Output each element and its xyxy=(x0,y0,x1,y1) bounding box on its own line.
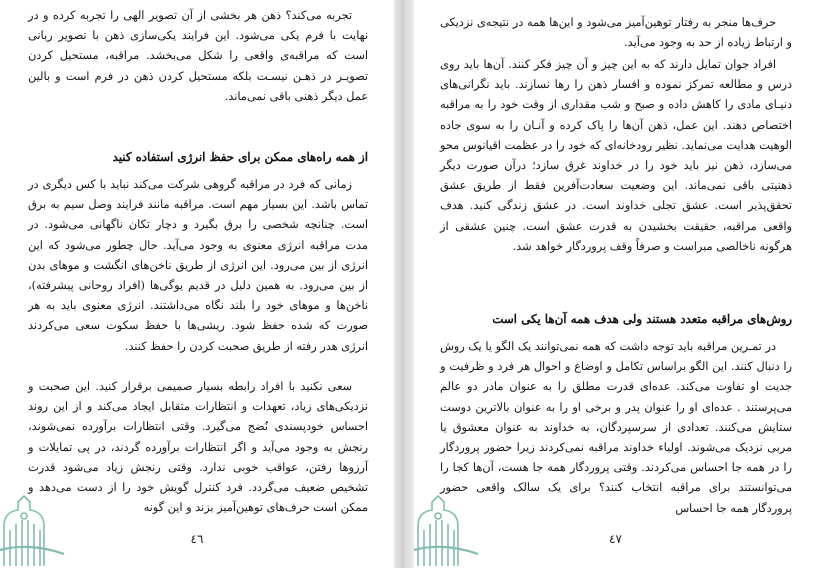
section-heading: از همه راه‌های ممکن برای حفظ انرژی استفاده کنید xyxy=(112,150,368,164)
text-line: به عنوان بالاترین دوست ستایش می‌کنند. تعدادی از سرسپردگان، به xyxy=(440,400,792,434)
text-line: می‌شود قدرت تشخیص ضعیف می‌گردد. فرد کنترل گویش خود را از xyxy=(28,460,368,495)
text-line: رودخانه‌ای که خود را در عظمت اقیانوس محو می‌سازد، ذهن نیز باید xyxy=(440,138,792,173)
text-line: انگشت و موهای بدن از بین می‌رود. به همین دلیل در قدیم یوگی‌ها xyxy=(28,258,369,293)
text-line: می‌شود که این انرژی از بین می‌رود. این انرژی از طریق ناخن‌های xyxy=(28,238,369,272)
paragraph xyxy=(28,6,368,107)
text-line: نزدیکی‌های زیاد، تعهدات و انتظارات متقابل ایجاد می‌کند و از این xyxy=(53,400,368,414)
book-spine-gutter xyxy=(394,0,414,568)
text-line: انرژی معنوی باید به هر صورت که شده حفظ شود. ریشی‌ها با حفظ xyxy=(28,299,369,333)
text-line: وقت خود را به مراقبه اختصاص دهند. این عمل، ذهن آن‌ها را پاک xyxy=(440,98,792,132)
text-line: برق است. چنانچه شخصی را برق بگیرد و دچار تکان ناگهانی xyxy=(28,198,369,232)
book-page-left xyxy=(0,0,394,568)
text-line: نهایت با فرم یکی می‌شود. این فرایند یکی‌سازی ذهن با تصویر ربانی xyxy=(28,29,368,43)
right-text-block-2 xyxy=(440,55,792,257)
paragraph xyxy=(28,175,368,357)
text-line: باید روی درس و مطالعه تمرکز نموده و افسار ذهن را رها نسازند. xyxy=(440,58,793,92)
text-line: کرده و آنـان را به سوی جاده الوهیت هدایت می‌نماید. نظیر xyxy=(440,118,792,152)
text-line: در تمـرین مراقبه باید توجه داشت که همه نمی‌توانند یک الگو یا xyxy=(485,340,776,353)
text-line: نمی‌کردند زیرا حضور پروردگار را در همه جا احساس می‌کردند. وقتی xyxy=(440,441,792,475)
library-stamp-icon xyxy=(0,490,70,568)
text-line: پروردگار همه جا هست، آن‌ها کجا را می‌توانستند برای مراقبه انتخاب xyxy=(440,461,792,495)
paragraph xyxy=(440,13,792,53)
text-line: عمل دیگر ذهنی باقی نمی‌ماند. xyxy=(224,89,368,103)
text-line: می‌شود. در مدت مراقبه انرژی معنوی به وجود می‌آید. حال چطور xyxy=(28,218,368,252)
page-number: ٤٦ xyxy=(190,532,204,546)
text-line: در تماس باشد. این بسیار مهم است. مراقبه مانند فرایند وصل سیم به xyxy=(28,178,369,212)
right-text-block-3 xyxy=(440,337,792,519)
right-text-block-1 xyxy=(440,13,792,53)
paragraph xyxy=(440,337,792,519)
text-line: یک روش را دنبال کنند. این الگو براساس تکامل و اوضاع و احوال هر xyxy=(440,340,792,374)
paragraph xyxy=(440,55,792,257)
left-text-block-3 xyxy=(28,377,368,518)
text-line: نزدیکی و ارتباط زیاده از حد به وجود می‌آید. xyxy=(440,16,792,50)
section-heading: روش‌های مراقبه متعدد هستند ولی هدف همه آن‌ها یکی است xyxy=(492,312,792,326)
text-line: است که مراقبه‌ی واقعی را شکل می‌بخشد. مراقبه، مستحیل کردن xyxy=(28,49,368,63)
text-line: تجربه می‌کند؟ ذهن هر بخشی از آن تصویر الهی را تجربه کرده و در xyxy=(28,9,352,22)
text-line: زمانی که فرد در مراقبه گروهی شرکت می‌کند نباید با کس دیگری xyxy=(42,178,352,191)
left-text-block-2 xyxy=(28,175,368,357)
text-line: سعی نکنید با افراد رابطه بسیار صمیمی برقرار کنید. این صحبت و xyxy=(28,380,352,393)
text-line: حرف‌ها منجر به رفتار توهین‌آمیز می‌شود و این‌ها همه در نتیجه‌ی xyxy=(476,16,776,29)
text-line: روند احساس خودپسندی نُضج می‌گیرد. وقتی انتظارات برآورده xyxy=(28,400,369,434)
text-line: سکوت سعی می‌کردند انرژی هدر رفته از طریق صحبت کردن را حفظ xyxy=(28,319,368,353)
text-line: خود را در خداوند غرق سازد؛ درآن صورت دیگر ذهنیتی باقی نمی‌ماند. xyxy=(440,159,792,193)
text-line: فرد و ظرفیت و جدیت او تفاوت می‌کند. عده‌ای قدرت مطلق را به xyxy=(440,360,793,394)
left-text-block-1 xyxy=(28,6,368,107)
text-line: پی تمایلات و آرزوها رفتن، عواقب خوبی ندارد. وقتی رنجش زیاد xyxy=(28,440,369,474)
right-section-heading xyxy=(440,309,792,329)
text-line: تصویـر در ذهـن نیسـت بلکه مستحیل کردن ذهن در فرم است و بالین xyxy=(28,69,368,83)
text-line: تجلی خداوند است. در عشق زندگی کنید. هدف واقعی مراقبه، حقیقت xyxy=(440,199,792,233)
page-number: ٤٧ xyxy=(609,532,622,546)
text-line: نمی‌شوند، رنجش به وجود می‌آید و اگر انتظارات برآورده گردند، در xyxy=(28,420,368,454)
book-page-right xyxy=(414,0,817,568)
text-line: این وضعیت سعادت‌آفرین فقط از طریق عشق تحقق‌پذیر است. عشق xyxy=(440,179,793,213)
library-stamp-icon xyxy=(414,490,484,568)
left-section-heading xyxy=(28,147,368,167)
text-line: عنوان مادر دو عالم می‌پرستند . عده‌ای او را عنوان پدر و برخی او را xyxy=(440,380,793,414)
paragraph xyxy=(28,377,368,518)
text-line: افراد جوان تمایل دارند که به این چیز و آن چیز فکر کنند. آن‌ها xyxy=(483,58,776,71)
text-line: کنند؟ برای یک سالک واقعی حضور پروردگار همه جا احساس xyxy=(440,481,792,515)
text-line: بخشیدن به قدرت عشق است. چنین عشقی از هرگونه ناخالصی مبراست xyxy=(440,219,792,253)
text-line: و صرفاً وقف پروردگار خواهد شد. xyxy=(512,239,670,253)
text-line: باید نگرانی‌های دنیـای مادی را کاهش داده و صبح و شب مقداری از xyxy=(440,78,793,112)
text-line: کنند. xyxy=(124,339,147,353)
text-line: (افراد روحانی پیشرفته)، ناخن‌ها و موهای خود را بلند نگاه می‌داشتند. xyxy=(28,279,368,313)
text-line: دست می‌دهد و ممکن است حرف‌های توهین‌آمیز بزند و این گونه xyxy=(28,481,368,515)
text-line: خداوند به عنوان معشوق یا مربی نزدیک می‌شوند. اولیاء خداوند مراقبه xyxy=(440,420,793,455)
